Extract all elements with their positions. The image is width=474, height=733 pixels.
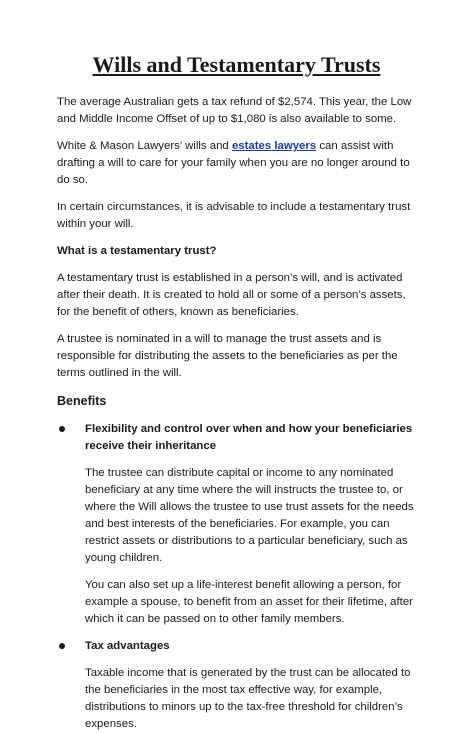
benefit-paragraph: You can also set up a life-interest benefit allowing a person, for example a spouse, to benefit from an asset for their lifetime, after which it can be passed on to other family members. <box>85 579 413 625</box>
intro-paragraph-1: The average Australian gets a tax refund of $2,574. This year, the Low and Middle Income Offset of up to $1,080 is also available to some. <box>57 96 412 125</box>
section-heading-testamentary-trust: What is a testamentary trust? <box>57 245 217 257</box>
bullet-icon <box>59 643 65 649</box>
section-paragraph-1: A testamentary trust is established in a person’s will, and is activated after their death. It is created to hold all or some of a person’s assets, for the benefit of others, known as beneficiaries. <box>57 272 406 318</box>
intro-paragraph-3: In certain circumstances, it is advisable to include a testamentary trust within your will. <box>57 201 411 230</box>
page-title: Wills and Testamentary Trusts <box>92 52 381 77</box>
bullet-icon <box>59 426 65 432</box>
benefit-paragraph: Taxable income that is generated by the trust can be allocated to the beneficiaries in the most tax effective way, for example, distributions to minors up to the tax-free threshold for children’s expenses. <box>85 667 411 730</box>
benefit-paragraph: The trustee can distribute capital or income to any nominated beneficiary at any time where the will instructs the trustee to, or where the Will allows the trustee to use trust assets for the needs and best interests of the beneficiaries. For example, you can restrict assets or distributions to a particular beneficiary, such as young children. <box>85 467 414 564</box>
intro-paragraph-2-end: can assist with drafting a will to care for your family when you are no longer around to do so. <box>57 140 410 186</box>
intro-paragraph-2-start: White & Mason Lawyers’ wills and <box>57 140 232 152</box>
estates-lawyers-link[interactable]: estates lawyers <box>231 140 317 152</box>
benefits-list <box>57 421 416 733</box>
benefit-title: Tax advantages <box>85 640 170 652</box>
benefit-item-tax <box>57 638 416 733</box>
benefit-item-flexibility <box>57 421 416 628</box>
benefits-heading: Benefits <box>57 394 107 408</box>
intro-paragraph-2 <box>57 138 416 189</box>
section-paragraph-2: A trustee is nominated in a will to manage the trust assets and is responsible for distributing the assets to the beneficiaries as per the terms outlined in the will. <box>57 333 398 379</box>
benefit-title: Flexibility and control over when and how your beneficiaries receive their inheritance <box>85 423 413 452</box>
